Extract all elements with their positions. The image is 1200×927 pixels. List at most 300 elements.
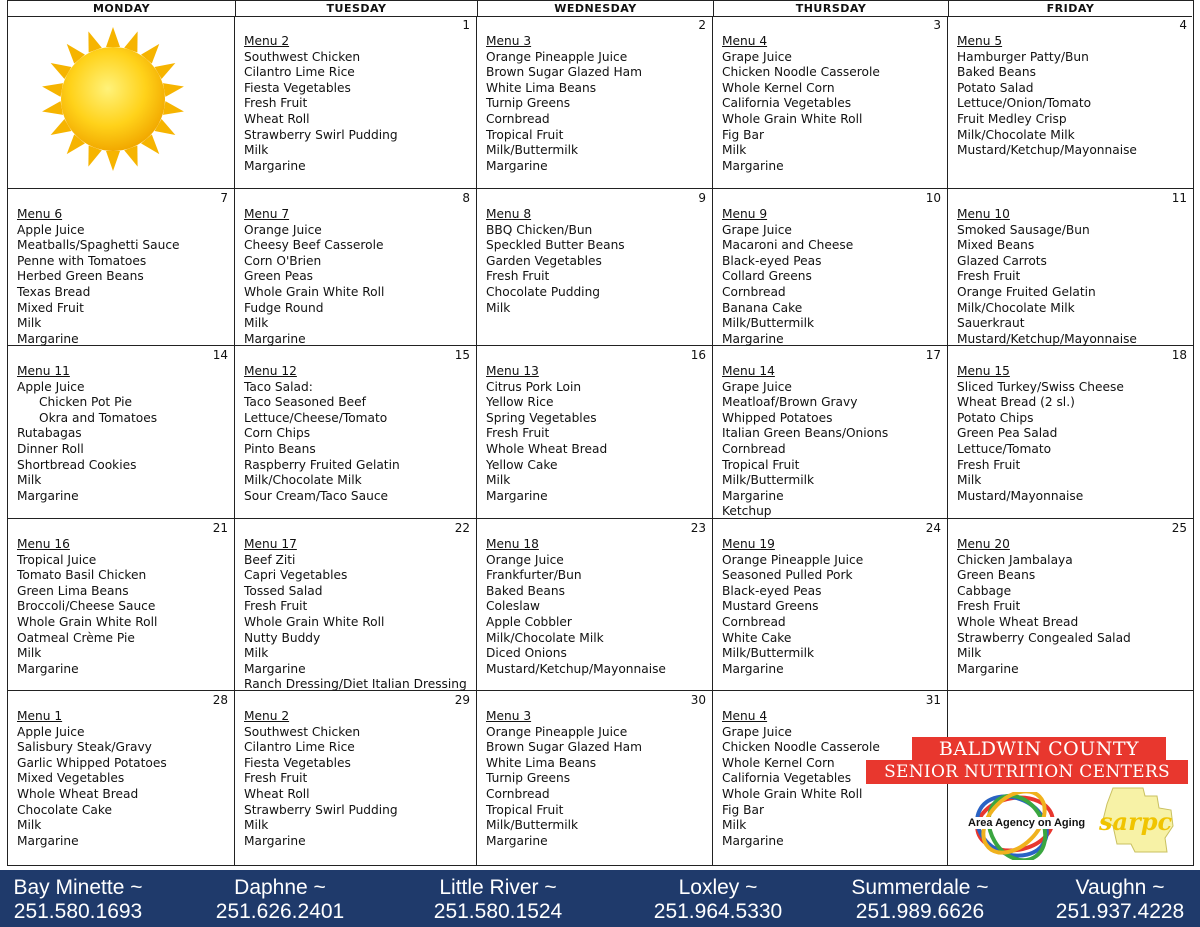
menu-item: Wheat Bread (2 sl.) xyxy=(957,395,1075,410)
menu-item: Yellow Cake xyxy=(486,457,558,472)
menu-item: Margarine xyxy=(486,488,548,503)
menu-item: Mixed Fruit xyxy=(17,300,84,315)
menu-item: Milk/Chocolate Milk xyxy=(244,473,362,488)
menu-item: Lettuce/Cheese/Tomato xyxy=(244,410,388,425)
footer-locations xyxy=(0,870,1200,927)
menu-item: Okra and Tomatoes xyxy=(39,410,158,425)
menu-item: Milk xyxy=(486,473,511,488)
menu-item: Diced Onions xyxy=(486,646,567,661)
calendar-day-cell xyxy=(7,189,235,346)
menu-item: Grape Juice xyxy=(722,49,792,64)
day-number: 8 xyxy=(462,191,470,205)
menu-item: White Lima Beans xyxy=(486,80,597,95)
calendar-day-cell xyxy=(477,519,713,691)
menu-item: Turnip Greens xyxy=(486,771,571,786)
menu-item: Coleslaw xyxy=(486,599,541,614)
menu-item: Fiesta Vegetables xyxy=(244,755,351,770)
menu-number: Menu 14 xyxy=(722,364,775,378)
menu-item: Margarine xyxy=(486,158,548,173)
day-number: 11 xyxy=(1171,191,1187,205)
menu-item: Cornbread xyxy=(486,786,550,801)
menu-item: Orange Pineapple Juice xyxy=(486,724,628,739)
menu-item: Cornbread xyxy=(722,284,786,299)
location-name: Bay Minette ~ xyxy=(13,876,143,899)
header-monday: MONDAY xyxy=(8,1,236,17)
day-number: 24 xyxy=(925,521,941,535)
menu-item: Orange Pineapple Juice xyxy=(722,552,864,567)
menu-number: Menu 13 xyxy=(486,364,539,378)
menu-item: Fresh Fruit xyxy=(244,599,308,614)
menu-number: Menu 20 xyxy=(957,537,1010,551)
menu-item: California Vegetables xyxy=(722,96,852,111)
menu-item: Mixed Beans xyxy=(957,238,1035,253)
calendar-day-cell xyxy=(948,16,1194,189)
menu-items xyxy=(486,364,607,504)
menu-item: Tropical Fruit xyxy=(486,127,564,142)
menu-item: Grape Juice xyxy=(722,222,792,237)
menu-item: Speckled Butter Beans xyxy=(486,238,625,253)
menu-items xyxy=(957,364,1124,504)
calendar-day-cell xyxy=(7,519,235,691)
menu-item: Fruit Medley Crisp xyxy=(957,111,1067,126)
day-number: 3 xyxy=(933,18,941,32)
menu-item: Milk/Buttermilk xyxy=(486,143,579,158)
menu-item: Chocolate Pudding xyxy=(486,284,601,299)
menu-item: Penne with Tomatoes xyxy=(17,253,147,268)
menu-item: Mixed Vegetables xyxy=(17,771,125,786)
menu-item: Milk xyxy=(17,646,42,661)
menu-item: Margarine xyxy=(17,488,79,503)
menu-item: Tossed Salad xyxy=(244,583,323,598)
menu-number: Menu 18 xyxy=(486,537,539,551)
menu-item: Green Lima Beans xyxy=(17,583,129,598)
menu-item: Macaroni and Cheese xyxy=(722,238,854,253)
menu-item: Orange Juice xyxy=(486,552,564,567)
menu-items xyxy=(722,34,880,174)
location-phone: 251.580.1524 xyxy=(433,900,563,923)
menu-item: Pinto Beans xyxy=(244,441,316,456)
location-contact xyxy=(1020,876,1200,924)
calendar-day-cell xyxy=(948,189,1194,346)
menu-item: Green Pea Salad xyxy=(957,426,1058,441)
menu-items xyxy=(722,537,863,677)
menu-item: Whole Wheat Bread xyxy=(957,614,1079,629)
menu-item: Apple Cobbler xyxy=(486,614,572,629)
area-agency-label: Area Agency on Aging xyxy=(968,817,1086,829)
menu-item: Glazed Carrots xyxy=(957,253,1047,268)
menu-item: Brown Sugar Glazed Ham xyxy=(486,740,642,755)
menu-item: Black-eyed Peas xyxy=(722,583,822,598)
menu-items xyxy=(17,709,167,849)
day-number: 21 xyxy=(212,521,228,535)
day-number: 31 xyxy=(925,693,941,707)
menu-item: Milk/Chocolate Milk xyxy=(957,300,1075,315)
menu-item: Garden Vegetables xyxy=(486,253,602,268)
menu-item: Whole Grain White Roll xyxy=(244,284,385,299)
menu-item: Milk xyxy=(17,473,42,488)
day-number: 17 xyxy=(925,348,941,362)
sun-icon xyxy=(38,24,188,174)
menu-item: Milk/Chocolate Milk xyxy=(957,127,1075,142)
menu-item: Whole Wheat Bread xyxy=(486,441,608,456)
menu-item: Mustard/Ketchup/Mayonnaise xyxy=(486,661,666,676)
menu-item: Chicken Noodle Casserole xyxy=(722,65,880,80)
header-friday: FRIDAY xyxy=(949,1,1192,17)
menu-item: Apple Juice xyxy=(17,724,85,739)
menu-number: Menu 10 xyxy=(957,207,1010,221)
menu-item: Fresh Fruit xyxy=(244,771,308,786)
menu-item: Lettuce/Tomato xyxy=(957,441,1052,456)
location-contact xyxy=(398,876,598,924)
menu-item: Milk xyxy=(244,316,269,331)
menu-item: Shortbread Cookies xyxy=(17,457,137,472)
menu-item: Cilantro Lime Rice xyxy=(244,740,355,755)
menu-items xyxy=(17,537,157,677)
menu-item: Milk xyxy=(244,143,269,158)
day-number: 16 xyxy=(690,348,706,362)
menu-item: Meatballs/Spaghetti Sauce xyxy=(17,238,180,253)
day-number: 28 xyxy=(212,693,228,707)
menu-item: Italian Green Beans/Onions xyxy=(722,426,889,441)
menu-item: Margarine xyxy=(17,833,79,848)
menu-item: Sour Cream/Taco Sauce xyxy=(244,488,389,503)
menu-item: Margarine xyxy=(17,661,79,676)
calendar-day-cell xyxy=(713,519,948,691)
menu-item: Fresh Fruit xyxy=(957,457,1021,472)
calendar-day-cell xyxy=(235,346,477,519)
menu-items xyxy=(722,709,880,849)
menu-item: Sliced Turkey/Swiss Cheese xyxy=(957,379,1124,394)
menu-item: Spring Vegetables xyxy=(486,410,597,425)
menu-items xyxy=(957,207,1137,347)
menu-item: Orange Juice xyxy=(244,222,322,237)
menu-number: Menu 8 xyxy=(486,207,532,221)
menu-item: Raspberry Fruited Gelatin xyxy=(244,457,400,472)
menu-item: Tomato Basil Chicken xyxy=(17,568,147,583)
location-phone: 251.937.4228 xyxy=(1055,900,1185,923)
menu-items xyxy=(722,364,888,520)
menu-item: Whole Kernel Corn xyxy=(722,755,835,770)
menu-item: Ketchup xyxy=(722,504,772,519)
menu-item: Orange Pineapple Juice xyxy=(486,49,628,64)
menu-number: Menu 2 xyxy=(244,34,290,48)
menu-item: Smoked Sausage/Bun xyxy=(957,222,1090,237)
menu-item: Margarine xyxy=(722,331,784,346)
menu-item: Yellow Rice xyxy=(486,395,554,410)
menu-item: Texas Bread xyxy=(17,284,91,299)
menu-item: Margarine xyxy=(722,158,784,173)
menu-item: Milk xyxy=(244,818,269,833)
menu-item: Seasoned Pulled Pork xyxy=(722,568,853,583)
menu-items xyxy=(17,207,180,347)
day-number: 4 xyxy=(1179,18,1187,32)
menu-item: Taco Salad: xyxy=(244,379,313,394)
menu-items xyxy=(957,537,1131,677)
menu-item: Corn O'Brien xyxy=(244,253,322,268)
menu-number: Menu 17 xyxy=(244,537,297,551)
header-wednesday: WEDNESDAY xyxy=(478,1,714,17)
day-number: 10 xyxy=(925,191,941,205)
menu-item: Whole Grain White Roll xyxy=(722,111,863,126)
day-number: 7 xyxy=(220,191,228,205)
menu-item: California Vegetables xyxy=(722,771,852,786)
menu-item: Southwest Chicken xyxy=(244,724,361,739)
location-contact xyxy=(0,876,178,924)
menu-item: Meatloaf/Brown Gravy xyxy=(722,395,858,410)
menu-item: Rutabagas xyxy=(17,426,82,441)
menu-item: Milk xyxy=(17,818,42,833)
menu-item: Collard Greens xyxy=(722,269,812,284)
calendar-day-cell xyxy=(948,519,1194,691)
calendar-day-cell xyxy=(235,691,477,866)
menu-item: Milk xyxy=(722,143,747,158)
menu-item: Southwest Chicken xyxy=(244,49,361,64)
menu-item: Apple Juice xyxy=(17,222,85,237)
menu-item: Salisbury Steak/Gravy xyxy=(17,740,152,755)
menu-item: Whole Wheat Bread xyxy=(17,786,139,801)
menu-item: Margarine xyxy=(244,661,306,676)
menu-item: Milk xyxy=(957,473,982,488)
menu-item: Hamburger Patty/Bun xyxy=(957,49,1089,64)
day-number: 14 xyxy=(212,348,228,362)
menu-number: Menu 19 xyxy=(722,537,775,551)
menu-number: Menu 4 xyxy=(722,709,768,723)
menu-number: Menu 4 xyxy=(722,34,768,48)
menu-item: Mustard/Ketchup/Mayonnaise xyxy=(957,331,1137,346)
menu-item: Milk/Buttermilk xyxy=(722,316,815,331)
location-name: Daphne ~ xyxy=(234,876,326,899)
menu-item: Margarine xyxy=(722,488,784,503)
menu-items xyxy=(722,207,853,347)
menu-item: Tropical Fruit xyxy=(722,457,800,472)
menu-items xyxy=(244,709,398,849)
menu-item: Whole Grain White Roll xyxy=(244,614,385,629)
header-thursday: THURSDAY xyxy=(714,1,949,17)
menu-item: Chicken Noodle Casserole xyxy=(722,740,880,755)
menu-items xyxy=(486,207,625,316)
menu-item: Mustard/Ketchup/Mayonnaise xyxy=(957,143,1137,158)
calendar-day-cell xyxy=(477,16,713,189)
menu-number: Menu 2 xyxy=(244,709,290,723)
location-phone: 251.580.1693 xyxy=(13,900,143,923)
menu-item: Whole Kernel Corn xyxy=(722,80,835,95)
menu-item: Oatmeal Crème Pie xyxy=(17,630,135,645)
menu-items xyxy=(244,34,398,174)
menu-item: Taco Seasoned Beef xyxy=(244,395,366,410)
calendar-day-cell xyxy=(235,16,477,189)
calendar-day-cell xyxy=(713,16,948,189)
menu-item: Milk/Buttermilk xyxy=(486,818,579,833)
menu-item: Fresh Fruit xyxy=(486,426,550,441)
sarpc-logo-icon xyxy=(1095,786,1185,856)
calendar-day-cell xyxy=(713,189,948,346)
location-phone: 251.964.5330 xyxy=(653,900,783,923)
menu-item: Nutty Buddy xyxy=(244,630,321,645)
menu-item: Milk xyxy=(722,818,747,833)
day-number: 2 xyxy=(698,18,706,32)
day-number: 18 xyxy=(1171,348,1187,362)
menu-number: Menu 15 xyxy=(957,364,1010,378)
calendar-day-cell xyxy=(477,691,713,866)
menu-number: Menu 16 xyxy=(17,537,70,551)
menu-item: Cheesy Beef Casserole xyxy=(244,238,384,253)
menu-item: Capri Vegetables xyxy=(244,568,348,583)
calendar-day-cell xyxy=(235,189,477,346)
menu-items xyxy=(957,34,1137,159)
location-phone: 251.989.6626 xyxy=(855,900,985,923)
menu-item: Margarine xyxy=(244,158,306,173)
location-contact xyxy=(180,876,380,924)
menu-item: Turnip Greens xyxy=(486,96,571,111)
menu-number: Menu 1 xyxy=(17,709,63,723)
menu-item: Milk xyxy=(17,316,42,331)
menu-items xyxy=(244,207,384,347)
menu-item: White Lima Beans xyxy=(486,755,597,770)
menu-item: Milk/Buttermilk xyxy=(722,646,815,661)
menu-item: Green Beans xyxy=(957,568,1036,583)
calendar-day-cell xyxy=(713,346,948,519)
menu-item: Margarine xyxy=(722,661,784,676)
branding-title: BALDWIN COUNTY xyxy=(912,737,1166,761)
day-number: 15 xyxy=(454,348,470,362)
menu-item: Milk xyxy=(244,646,269,661)
day-number: 29 xyxy=(454,693,470,707)
menu-item: Fig Bar xyxy=(722,802,764,817)
location-name: Vaughn ~ xyxy=(1075,876,1165,899)
calendar-day-cell xyxy=(948,346,1194,519)
menu-number: Menu 9 xyxy=(722,207,768,221)
menu-item: Frankfurter/Bun xyxy=(486,568,582,583)
menu-item: Fig Bar xyxy=(722,127,764,142)
day-number: 30 xyxy=(690,693,706,707)
menu-number: Menu 6 xyxy=(17,207,63,221)
menu-item: Lettuce/Onion/Tomato xyxy=(957,96,1092,111)
menu-item: Margarine xyxy=(957,661,1019,676)
menu-items xyxy=(486,709,642,849)
menu-item: Margarine xyxy=(17,331,79,346)
menu-item: Fresh Fruit xyxy=(244,96,308,111)
menu-item: Strawberry Congealed Salad xyxy=(957,630,1131,645)
menu-item: Herbed Green Beans xyxy=(17,269,144,284)
menu-item: Margarine xyxy=(486,833,548,848)
svg-text:sarpc: sarpc xyxy=(1099,807,1173,836)
menu-item: Orange Fruited Gelatin xyxy=(957,284,1096,299)
menu-item: Banana Cake xyxy=(722,300,803,315)
location-phone: 251.626.2401 xyxy=(215,900,345,923)
menu-item: Cornbread xyxy=(486,111,550,126)
menu-item: Margarine xyxy=(722,833,784,848)
menu-item: Mustard/Mayonnaise xyxy=(957,488,1084,503)
menu-items xyxy=(486,537,666,677)
menu-item: Dinner Roll xyxy=(17,441,84,456)
location-name: Loxley ~ xyxy=(678,876,758,899)
location-name: Little River ~ xyxy=(439,876,557,899)
menu-item: Citrus Pork Loin xyxy=(486,379,582,394)
day-number: 25 xyxy=(1171,521,1187,535)
menu-item: Brown Sugar Glazed Ham xyxy=(486,65,642,80)
day-number: 1 xyxy=(462,18,470,32)
menu-item: Milk/Chocolate Milk xyxy=(486,630,604,645)
menu-item: Fiesta Vegetables xyxy=(244,80,351,95)
menu-item: Strawberry Swirl Pudding xyxy=(244,802,398,817)
calendar-day-cell xyxy=(477,189,713,346)
menu-item: Milk xyxy=(486,300,511,315)
menu-item: Milk/Buttermilk xyxy=(722,473,815,488)
menu-item: White Cake xyxy=(722,630,792,645)
day-number: 23 xyxy=(690,521,706,535)
menu-item: Milk xyxy=(957,646,982,661)
menu-item: Margarine xyxy=(244,331,306,346)
menu-item: Mustard Greens xyxy=(722,599,819,614)
menu-number: Menu 12 xyxy=(244,364,297,378)
day-number: 9 xyxy=(698,191,706,205)
menu-item: Beef Ziti xyxy=(244,552,296,567)
menu-item: Chocolate Cake xyxy=(17,802,112,817)
menu-item: Grape Juice xyxy=(722,724,792,739)
calendar-day-cell xyxy=(235,519,477,691)
menu-number: Menu 3 xyxy=(486,709,532,723)
menu-item: BBQ Chicken/Bun xyxy=(486,222,593,237)
menu-items xyxy=(486,34,642,174)
branding-subtitle: SENIOR NUTRITION CENTERS xyxy=(866,760,1188,784)
menu-item: Strawberry Swirl Pudding xyxy=(244,127,398,142)
menu-number: Menu 7 xyxy=(244,207,290,221)
menu-item: Potato Chips xyxy=(957,410,1034,425)
menu-item: Ranch Dressing/Diet Italian Dressing xyxy=(244,677,467,692)
menu-item: Potato Salad xyxy=(957,80,1034,95)
menu-number: Menu 3 xyxy=(486,34,532,48)
menu-item: Chicken Jambalaya xyxy=(957,552,1073,567)
calendar-day-cell xyxy=(477,346,713,519)
menu-item: Margarine xyxy=(244,833,306,848)
menu-number: Menu 11 xyxy=(17,364,70,378)
menu-item: Whole Grain White Roll xyxy=(17,614,158,629)
calendar-day-cell xyxy=(7,346,235,519)
menu-item: Fresh Fruit xyxy=(957,599,1021,614)
menu-item: Chicken Pot Pie xyxy=(39,395,133,410)
menu-item: Corn Chips xyxy=(244,426,311,441)
location-contact xyxy=(618,876,818,924)
menu-items xyxy=(17,364,157,504)
day-number: 22 xyxy=(454,521,470,535)
menu-item: Whipped Potatoes xyxy=(722,410,833,425)
menu-item: Fresh Fruit xyxy=(486,269,550,284)
menu-item: Garlic Whipped Potatoes xyxy=(17,755,167,770)
menu-item: Wheat Roll xyxy=(244,786,310,801)
menu-item: Sauerkraut xyxy=(957,316,1025,331)
menu-item: Apple Juice xyxy=(17,379,85,394)
menu-item: Fresh Fruit xyxy=(957,269,1021,284)
menu-item: Black-eyed Peas xyxy=(722,253,822,268)
menu-item: Cornbread xyxy=(722,614,786,629)
menu-item: Cornbread xyxy=(722,441,786,456)
menu-item: Wheat Roll xyxy=(244,111,310,126)
location-name: Summerdale ~ xyxy=(851,876,989,899)
menu-item: Tropical Fruit xyxy=(486,802,564,817)
menu-item: Fudge Round xyxy=(244,300,324,315)
menu-item: Cilantro Lime Rice xyxy=(244,65,355,80)
menu-item: Green Peas xyxy=(244,269,314,284)
menu-item: Broccoli/Cheese Sauce xyxy=(17,599,156,614)
menu-number: Menu 5 xyxy=(957,34,1003,48)
menu-item: Grape Juice xyxy=(722,379,792,394)
header-tuesday: TUESDAY xyxy=(236,1,478,17)
calendar-day-cell xyxy=(7,691,235,866)
menu-items xyxy=(244,364,400,504)
menu-item: Baked Beans xyxy=(957,65,1036,80)
menu-items xyxy=(244,537,467,693)
menu-item: Whole Grain White Roll xyxy=(722,786,863,801)
